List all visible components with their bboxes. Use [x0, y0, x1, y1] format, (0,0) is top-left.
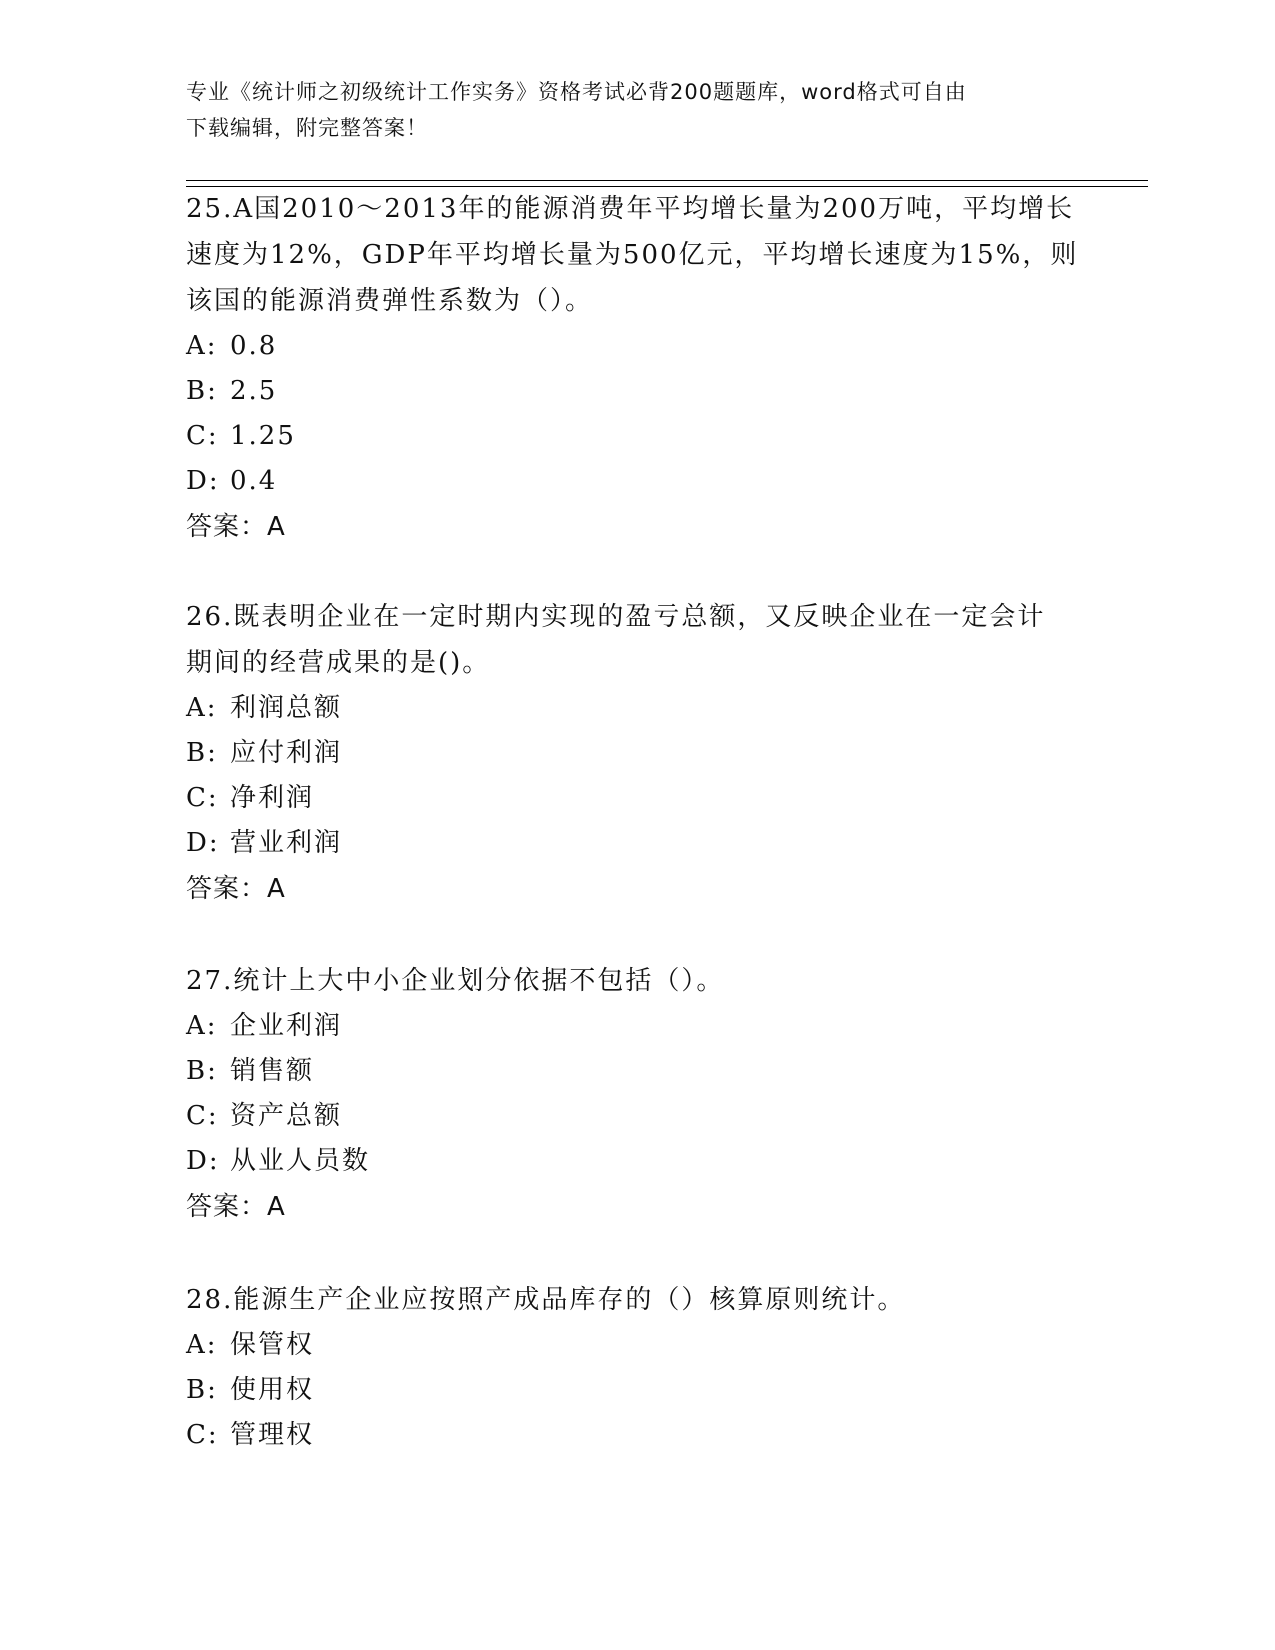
question-text [186, 186, 1086, 324]
question-26 [186, 594, 1086, 912]
option-key: B: [186, 1056, 218, 1086]
question-27 [186, 958, 1086, 1230]
option-a [186, 1004, 1086, 1049]
option-text: 2.5 [230, 376, 278, 406]
answer-line: 答案：A [186, 512, 286, 542]
option-c [186, 1413, 1086, 1458]
document-header [186, 74, 1066, 146]
question-line: 期间的经营成果的是()。 [186, 648, 491, 678]
option-key: A: [186, 1011, 218, 1041]
option-a [186, 686, 1086, 731]
answer-line: 答案：A [186, 874, 286, 904]
option-text: 从业人员数 [230, 1146, 371, 1176]
option-b [186, 731, 1086, 776]
option-b [186, 1049, 1086, 1094]
option-key: D: [186, 828, 220, 858]
option-key: D: [186, 466, 220, 496]
option-c [186, 1094, 1086, 1139]
option-key: A: [186, 1330, 218, 1360]
question-text [186, 1277, 1086, 1323]
option-text: 营业利润 [230, 828, 343, 858]
header-divider-top [186, 180, 1148, 181]
option-key: A: [186, 693, 218, 723]
option-a [186, 1323, 1086, 1368]
option-key: A: [186, 331, 218, 361]
header-line-1: 专业《统计师之初级统计工作实务》资格考试必背200题题库，word格式可自由 [186, 80, 967, 104]
option-text: 企业利润 [230, 1011, 343, 1041]
question-text [186, 594, 1086, 686]
option-text: 保管权 [230, 1330, 315, 1360]
option-text: 净利润 [230, 783, 315, 813]
question-28 [186, 1277, 1086, 1458]
option-c [186, 414, 1086, 459]
header-line-2: 下载编辑，附完整答案！ [186, 116, 428, 140]
question-line: 该国的能源消费弹性系数为（）。 [186, 286, 594, 316]
option-d [186, 821, 1086, 866]
option-text: 管理权 [230, 1420, 315, 1450]
option-b [186, 369, 1086, 414]
option-key: B: [186, 738, 218, 768]
option-text: 使用权 [230, 1375, 315, 1405]
option-key: C: [186, 421, 219, 451]
option-b [186, 1368, 1086, 1413]
option-d [186, 459, 1086, 504]
option-text: 0.4 [230, 466, 278, 496]
option-key: C: [186, 1101, 219, 1131]
option-text: 销售额 [230, 1056, 315, 1086]
option-d [186, 1139, 1086, 1184]
option-a [186, 324, 1086, 369]
option-key: C: [186, 1420, 219, 1450]
question-line: 25.A国2010～2013年的能源消费年平均增长量为200万吨，平均增长 [186, 194, 1075, 224]
question-line: 27.统计上大中小企业划分依据不包括（）。 [186, 966, 725, 996]
option-text: 利润总额 [230, 693, 343, 723]
question-line: 26.既表明企业在一定时期内实现的盈亏总额，又反映企业在一定会计 [186, 602, 1046, 632]
option-key: B: [186, 376, 218, 406]
option-text: 应付利润 [230, 738, 343, 768]
option-key: D: [186, 1146, 220, 1176]
option-key: C: [186, 783, 219, 813]
answer-line: 答案：A [186, 1192, 286, 1222]
option-text: 1.25 [230, 421, 296, 451]
option-text: 0.8 [230, 331, 278, 361]
option-key: B: [186, 1375, 218, 1405]
option-text: 资产总额 [230, 1101, 343, 1131]
question-line: 速度为12%，GDP年平均增长量为500亿元，平均增长速度为15%，则 [186, 240, 1079, 270]
question-text [186, 958, 1086, 1004]
question-line: 28.能源生产企业应按照产成品库存的（）核算原则统计。 [186, 1285, 906, 1315]
question-25 [186, 186, 1086, 550]
option-c [186, 776, 1086, 821]
